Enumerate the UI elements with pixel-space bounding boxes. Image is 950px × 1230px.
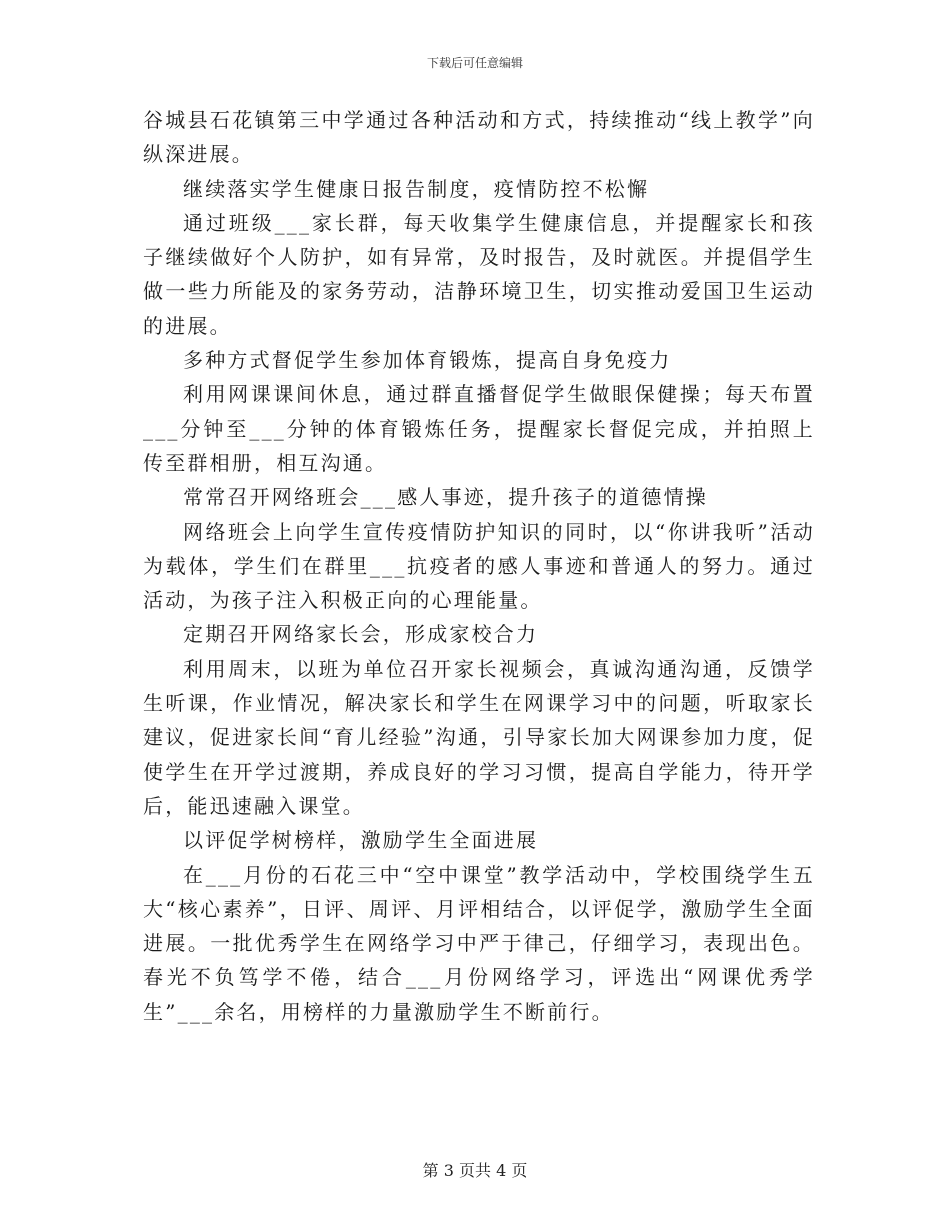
page-header: 下载后可任意编辑 bbox=[426, 56, 523, 70]
section-heading: 以评促学树榜样，激励学生全面进展 bbox=[183, 828, 539, 853]
paragraph: 通过班级___家长群，每天收集学生健康信息，并提醒家长和孩子继续做好个人防护，如有异常，及时报告，及时就医。并提倡学生做一些力所能及的家务劳动，洁静环境卫生，切实推动爱国卫生运动的进展。 bbox=[143, 210, 815, 338]
paragraph: 在___月份的石花三中“空中课堂”教学活动中，学校围绕学生五大“核心素养”，日评、周评、月评相结合，以评促学，激励学生全面进展。一批优秀学生在网络学习中严于律己，仔细学习，表现出色。春光不负笃学不倦，结合___月份网络学习，评选出“网课优秀学生”___余名，用榜样的力量激励学生不断前行。 bbox=[143, 862, 815, 1024]
section-heading: 继续落实学生健康日报告制度，疫情防控不松懈 bbox=[183, 176, 650, 201]
paragraph: 利用网课课间休息，通过群直播督促学生做眼保健操；每天布置___分钟至___分钟的体育锻炼任务，提醒家长督促完成，并拍照上传至群相册，相互沟通。 bbox=[143, 382, 815, 475]
section-heading: 定期召开网络家长会，形成家校合力 bbox=[183, 622, 539, 647]
paragraph: 网络班会上向学生宣传疫情防护知识的同时，以“你讲我听”活动为载体，学生们在群里___抗疫者的感人事迹和普通人的努力。通过活动，为孩子注入积极正向的心理能量。 bbox=[143, 519, 815, 613]
page-footer: 第 3 页共 4 页 bbox=[422, 1161, 528, 1180]
section-heading: 常常召开网络班会___感人事迹，提升孩子的道德情操 bbox=[183, 485, 708, 510]
paragraph: 谷城县石花镇第三中学通过各种活动和方式，持续推动“线上教学”向纵深进展。 bbox=[143, 108, 815, 167]
document-body bbox=[143, 103, 815, 1029]
paragraph: 利用周末，以班为单位召开家长视频会，真诚沟通沟通，反馈学生听课，作业情况，解决家长和学生在网课学习中的问题，听取家长建议，促进家长间“育儿经验”沟通，引导家长加大网课参加力度，促使学生在开学过渡期，养成良好的学习习惯，提高自学能力，待开学后，能迅速融入课堂。 bbox=[143, 656, 815, 818]
section-heading: 多种方式督促学生参加体育锻炼，提高自身免疫力 bbox=[183, 348, 672, 373]
